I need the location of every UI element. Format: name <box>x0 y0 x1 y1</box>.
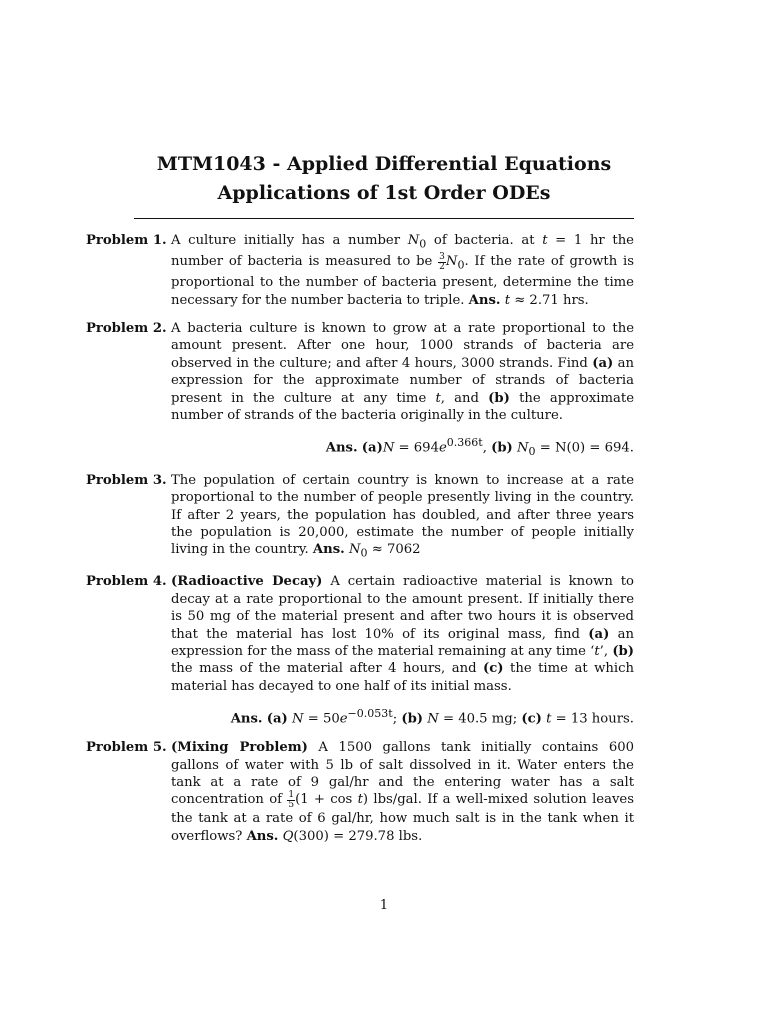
problem-label: Problem 4. <box>86 574 167 590</box>
problem-text: The population of certain country is known to increase at a rate proportional to the number of people presently living in the country. If after 2 years, the population has doubled, and after three years the population is 20,000, estimate the number of people initially living in the country. Ans. $N_0 \approx 7062$ <box>171 472 634 561</box>
title-divider <box>134 218 634 219</box>
text-segment: the approximate number of strands of the bacteria originally in the culture. <box>171 390 634 423</box>
answer-label: Ans. <box>325 440 358 456</box>
text-segment: , and <box>440 390 489 406</box>
answer-label: Ans. <box>312 542 345 558</box>
answer-line: Ans. (a) $N = 50e^{-0.053t}$; (b) N = 40.5 mg; (c) t = 13 hours. <box>230 707 634 727</box>
answer-label: Ans. <box>468 292 501 308</box>
answer-line: Ans. $(a)N = 694e^{0.366t}$, (b) $N_0 = N(0) = 694$. <box>325 436 634 459</box>
answer-value: (300) = 279.78 lbs. <box>293 828 423 844</box>
answer-label: Ans. <box>246 828 279 844</box>
text-segment: A certain radioactive material is known to decay at a rate proportional to the amount present. If initially there is 50 mg of the material present and after two hours it is observed that the material has lost 10% of its original mass, find <box>171 574 634 642</box>
problem-text: A culture initially has a number $N_0$ of bacteria. at t = 1 hr the number of bacteria is measured to be $\frac{3}{2}$ $N_0$. If the rate of growth is proportional to the number of bacteria present, determine the time necessary for the number bacteria to triple. Ans. t ≈ 2.71 hrs. <box>171 233 635 308</box>
text-segment: A bacteria culture is known to grow at a rate proportional to the amount present. After one hour, 1000 strands of bacteria are observed in the culture; and after 4 hours, 3000 strands. Find <box>171 320 634 371</box>
problem-topic: (Radioactive Decay) <box>171 574 323 590</box>
text-segment: an expression for the approximate number of strands of bacteria present in the culture at any time <box>171 355 634 406</box>
text-segment: (1 + cos <box>295 792 358 808</box>
text-segment: of bacteria. at <box>426 233 543 248</box>
fraction: $\frac{1}{5}$ <box>288 790 295 811</box>
page-title <box>0 150 768 208</box>
problem-1 <box>86 232 634 309</box>
problem-2 <box>86 320 634 461</box>
title-line-2: Applications of 1st Order ODEs <box>217 182 551 204</box>
problem-text: (Radioactive Decay) A certain radioactive material is known to decay at a rate proportional to the amount present. If initially there is 50 mg of the material present and after two hours it is observed that the material has lost 10% of its original mass, find (a) an expression for the mass of the material remaining at any time ‘t’, (b) the mass of the material after 4 hours, and (c) the time at which material has decayed to one half of its initial mass. Ans. (a) $N = 50e^{-0.053t}$; (b) N = 40.5 mg; (c) t = 13 hours. <box>171 574 635 727</box>
problem-3 <box>86 472 634 563</box>
text-segment: = 1 hr the number of bacteria is measured to be <box>171 233 634 270</box>
page-number: 1 <box>379 898 389 913</box>
text-segment: the mass of the material after 4 hours, and <box>171 661 484 677</box>
problem-label: Problem 3. <box>86 472 167 488</box>
text-segment: the time at which material has decayed to one half of its initial mass. <box>171 661 634 694</box>
answer-value: ≈ 7062 <box>367 542 421 558</box>
problem-label: Problem 5. <box>86 740 167 756</box>
problem-label: Problem 1. <box>86 233 167 248</box>
text-segment: A culture initially has a number <box>171 233 408 248</box>
problem-text: A bacteria culture is known to grow at a rate proportional to the amount present. After one hour, 1000 strands of bacteria are observed in the culture; and after 4 hours, 3000 strands. Find (a) an expression for the approximate number of strands of bacteria present in the culture at any time t, and (b) the approximate number of strands of the bacteria originally in the culture. Ans. $(a)N = 694e^{0.366t}$, (b) $N_0 = N(0) = 694$. <box>171 320 634 461</box>
text-segment: ’, <box>599 644 613 660</box>
problem-list <box>86 232 634 856</box>
answer-value: ≈ 2.71 hrs. <box>510 292 589 308</box>
answer-label: Ans. <box>230 711 263 727</box>
problem-label: Problem 2. <box>86 320 167 336</box>
title-line-1: MTM1043 - Applied Differential Equations <box>156 153 612 175</box>
fraction: $\frac{3}{2}$ <box>439 252 445 273</box>
problem-5 <box>86 739 634 845</box>
text-segment: an expression for the mass of the material remaining at any time ‘ <box>171 626 634 660</box>
text-segment: The population of certain country is known to increase at a rate proportional to the number of people presently living in the country. If after 2 years, the population has doubled, and after three years the population is 20,000, estimate the number of people initially living in the country. <box>171 472 634 558</box>
text-segment: ) lbs/gal. If a well-mixed solution leaves the tank at a rate of 6 gal/hr, how much salt is in the tank when it overflows? <box>171 792 634 844</box>
text-segment: A 1500 gallons tank initially contains 600 gallons of water with 5 lb of salt dissolved in it. Water enters the tank at a rate of 9 gal/hr and the entering water has a salt concentration of <box>171 740 635 808</box>
problem-topic: (Mixing Problem) <box>171 740 308 756</box>
problem-text: (Mixing Problem) A 1500 gallons tank initially contains 600 gallons of water with 5 lb of salt dissolved in it. Water enters the tank at a rate of 9 gal/hr and the entering water has a salt concentration of $\frac{1}{5}$ (1 + cos t) lbs/gal. If a well-mixed solution leaves the tank at a rate of 6 gal/hr, how much salt is in the tank when it overflows? Ans. Q(300) = 279.78 lbs. <box>171 740 635 844</box>
problem-4 <box>86 573 634 728</box>
text-segment: . If the rate of growth is proportional to the number of bacteria present, determine the time necessary for the number bacteria to triple. <box>171 254 635 308</box>
